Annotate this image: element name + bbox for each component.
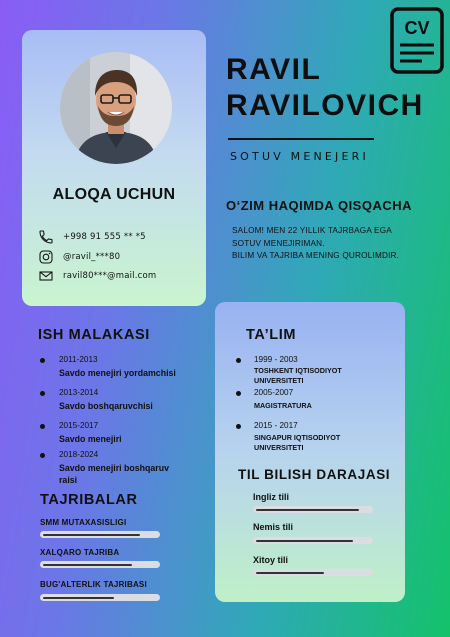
instagram-icon (38, 249, 54, 265)
education-name: SINGAPUR IQTISODIYOT (254, 433, 341, 442)
timeline-dot (40, 391, 45, 396)
language-label: Ingliz tili (253, 492, 289, 502)
experience-role: Savdo boshqaruvchisi (59, 401, 153, 411)
skills-title: TAJRIBALAR (40, 492, 138, 508)
education-name: MAGISTRATURA (254, 401, 312, 410)
name-last: RAVILOVICH (226, 89, 424, 122)
skill-bar-fill (43, 597, 114, 599)
name-first: RAVIL (226, 53, 322, 86)
skill-bar (40, 531, 160, 538)
job-role: SOTUV MENEJERI (230, 150, 369, 163)
experience-title: ISH MALAKASI (38, 327, 150, 343)
contact-email (38, 268, 203, 284)
experience-role: Savdo menejiri (59, 434, 122, 444)
language-bar-fill (256, 540, 353, 542)
instagram-text: @ravil_***80 (63, 252, 121, 262)
education-date: 2005-2007 (254, 388, 294, 397)
language-bar (253, 506, 373, 513)
about-line: SOTUV MENEJIRIMAN. (232, 238, 325, 248)
skill-label: SMM MUTAXASISLIGI (40, 518, 127, 527)
language-label: Nemis tili (253, 522, 294, 532)
languages-title: TIL BILISH DARAJASI (238, 467, 391, 482)
experience-date: 2018-2024 (59, 450, 99, 459)
timeline-dot (40, 453, 45, 458)
timeline-dot (40, 424, 45, 429)
skill-label: XALQARO TAJRIBA (40, 548, 120, 557)
contact-phone (38, 229, 203, 245)
skill-bar-fill (43, 534, 140, 536)
cv-badge-text: CV (404, 18, 430, 38)
education-date: 2015 - 2017 (254, 421, 298, 430)
experience-role: raisi (59, 475, 78, 485)
skill-bar (40, 594, 160, 601)
avatar (60, 52, 172, 164)
contact-instagram (38, 249, 203, 265)
phone-text: +998 91 555 ** *5 (63, 232, 146, 242)
phone-icon (38, 229, 54, 245)
education-name: UNIVERSITETI (254, 376, 304, 385)
language-bar-fill (256, 509, 359, 511)
education-name: TOSHKENT IQTISODIYOT (254, 366, 342, 375)
experience-date: 2015-2017 (59, 421, 99, 430)
about-line: SALOM! MEN 22 YILLIK TAJRBAGA EGA (232, 226, 392, 235)
timeline-dot (236, 358, 241, 363)
experience-date: 2011-2013 (59, 355, 98, 364)
about-text (232, 225, 442, 263)
language-bar (253, 537, 373, 544)
language-bar-fill (256, 572, 324, 574)
experience-date: 2013-2014 (59, 388, 99, 397)
language-label: Xitoy tili (253, 555, 289, 565)
experience-role: Savdo menejiri boshqaruv (59, 463, 169, 473)
skill-bar (40, 561, 160, 568)
timeline-dot (236, 391, 241, 396)
language-bar (253, 569, 373, 576)
experience-role: Savdo menejiri yordamchisi (59, 368, 176, 378)
timeline-dot (40, 358, 45, 363)
education-name: UNIVERSITETI (254, 443, 304, 452)
skill-bar-fill (43, 564, 132, 566)
about-title: O‘ZIM HAQIMDA QISQACHA (226, 198, 413, 213)
about-line: BILIM VA TAJRIBA MENING QUROLIMDIR. (232, 251, 400, 260)
name-divider (228, 138, 374, 140)
email-text: ravil80***@mail.com (63, 271, 157, 281)
education-card (215, 302, 405, 602)
timeline-dot (236, 424, 241, 429)
mail-icon (38, 268, 54, 284)
contact-title: ALOQA UCHUN (52, 186, 176, 203)
education-date: 1999 - 2003 (254, 355, 298, 364)
skill-label: BUG'ALTERLIK TAJRIBASI (40, 580, 147, 589)
education-title: TA’LIM (246, 327, 297, 343)
full-name (226, 52, 446, 124)
